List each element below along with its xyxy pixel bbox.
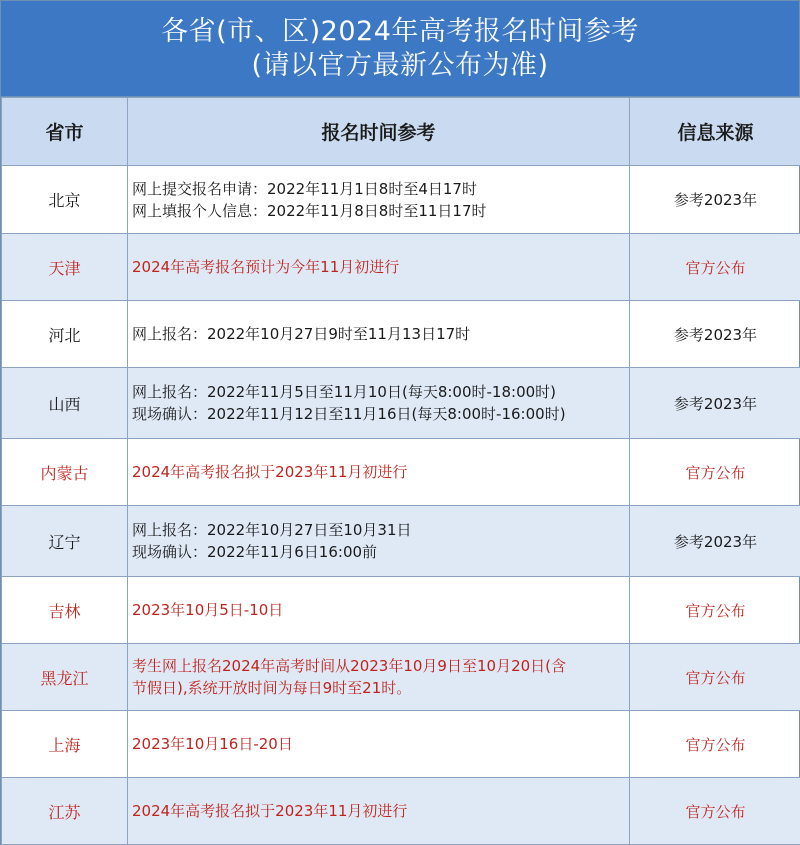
source-cell: 官方公布 (630, 439, 800, 506)
time-line: 网上提交报名申请：2022年11月1日8时至4日17时 (132, 179, 477, 198)
province-cell: 天津 (2, 234, 128, 301)
title-line-2: (请以官方最新公布为准) (251, 49, 549, 81)
header-province: 省市 (2, 98, 128, 166)
table-header-row (2, 98, 800, 166)
table-row (2, 301, 800, 368)
time-cell (128, 234, 630, 301)
province-cell: 山西 (2, 368, 128, 439)
time-cell (128, 711, 630, 778)
province-cell: 江苏 (2, 778, 128, 845)
table-row (2, 439, 800, 506)
province-cell: 黑龙江 (2, 644, 128, 711)
province-cell: 辽宁 (2, 506, 128, 577)
time-cell (128, 506, 630, 577)
time-line: 2024年高考报名拟于2023年11月初进行 (132, 463, 408, 481)
table-row (2, 368, 800, 439)
source-cell: 参考2023年 (630, 166, 800, 234)
registration-table (1, 97, 800, 845)
time-cell (128, 301, 630, 368)
source-cell: 官方公布 (630, 644, 800, 711)
table-row (2, 778, 800, 845)
time-line: 节假日),系统开放时间为每日9时至21时。 (132, 679, 412, 697)
table-row (2, 166, 800, 234)
time-cell (128, 644, 630, 711)
time-line: 2024年高考报名预计为今年11月初进行 (132, 258, 400, 276)
table-row (2, 506, 800, 577)
source-cell: 参考2023年 (630, 368, 800, 439)
province-cell: 河北 (2, 301, 128, 368)
source-cell: 官方公布 (630, 577, 800, 644)
time-line: 现场确认：2022年11月12日至11月16日(每天8:00时-16:00时) (132, 405, 566, 423)
time-line: 考生网上报名2024年高考时间从2023年10月9日至10月20日(含 (132, 657, 567, 675)
title-banner (1, 1, 799, 97)
title-line-1: 各省(市、区)2024年高考报名时间参考 (161, 15, 639, 47)
time-line: 2024年高考报名拟于2023年11月初进行 (132, 802, 408, 820)
time-cell (128, 778, 630, 845)
header-time: 报名时间参考 (128, 98, 630, 166)
province-cell: 内蒙古 (2, 439, 128, 506)
source-cell: 参考2023年 (630, 506, 800, 577)
table-row (2, 234, 800, 301)
source-cell: 参考2023年 (630, 301, 800, 368)
time-cell (128, 166, 630, 234)
time-line: 网上报名：2022年11月5日至11月10日(每天8:00时-18:00时) (132, 383, 557, 401)
time-line: 网上报名：2022年10月27日至10月31日 (132, 521, 412, 539)
province-cell: 北京 (2, 166, 128, 234)
time-cell (128, 577, 630, 644)
source-cell: 官方公布 (630, 711, 800, 778)
time-line: 网上填报个人信息：2022年11月8日8时至11日17时 (132, 201, 487, 220)
time-line: 2023年10月5日-10日 (132, 601, 284, 619)
time-line: 2023年10月16日-20日 (132, 735, 293, 753)
source-cell: 官方公布 (630, 778, 800, 845)
time-line: 网上报名：2022年10月27日9时至11月13日17时 (132, 325, 471, 343)
time-cell (128, 439, 630, 506)
source-cell: 官方公布 (630, 234, 800, 301)
table-row (2, 711, 800, 778)
province-cell: 吉林 (2, 577, 128, 644)
province-cell: 上海 (2, 711, 128, 778)
time-line: 现场确认：2022年11月6日16:00前 (132, 543, 378, 561)
time-cell (128, 368, 630, 439)
header-source: 信息来源 (630, 98, 800, 166)
table-row (2, 577, 800, 644)
table-row (2, 644, 800, 711)
